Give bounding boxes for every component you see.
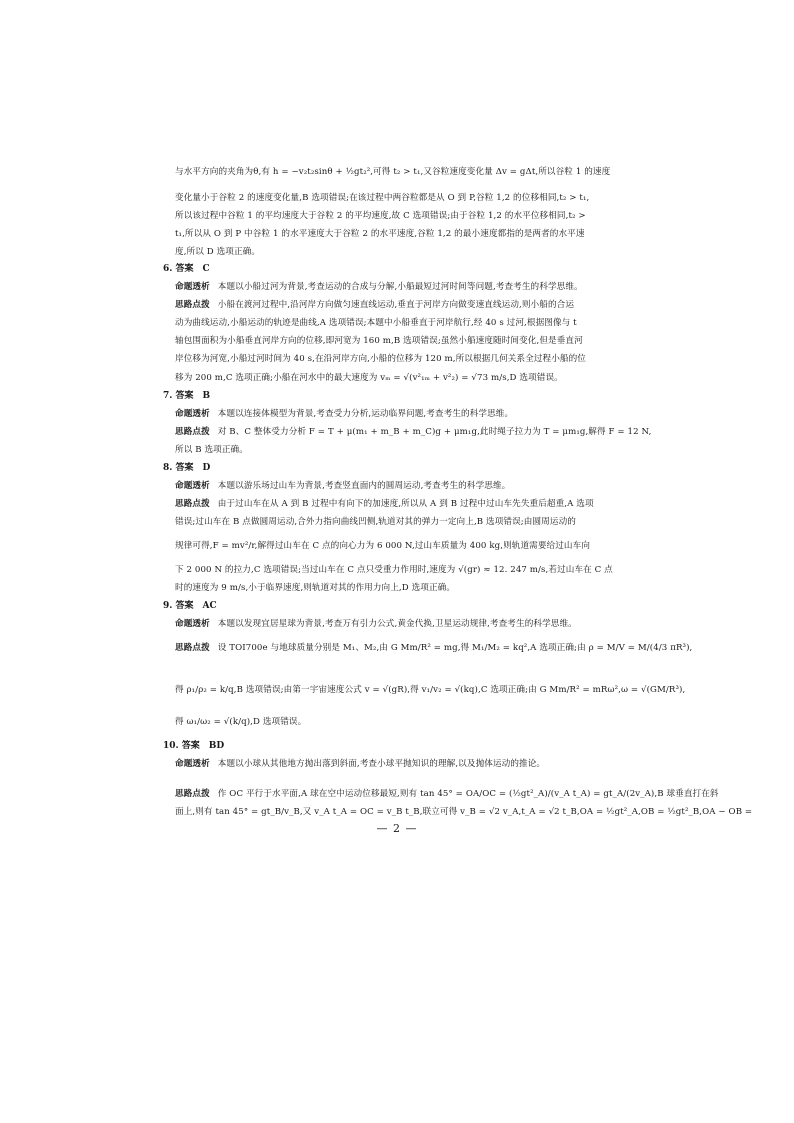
q5-line-1: 与水平方向的夹角为θ,有 h = −v₂t₂sinθ + ½gt₂²,可得 t₂ > t₁,又谷粒速度变化量 Δv = gΔt,所以谷粒 1 的速度 <box>175 167 611 177</box>
q8-hint-5: 时的速度为 9 m/s,小于临界速度,则轨道对其的作用力向上,D 选项正确。 <box>175 583 456 593</box>
q9-analysis <box>175 618 645 630</box>
q6-analysis <box>175 281 645 293</box>
analysis-text: 本题以小球从其他地方抛出落到斜面,考查小球平抛知识的理解,以及抛体运动的推论。 <box>217 759 546 769</box>
analysis-text: 本题以发现宜居星球为背景,考查万有引力公式,黄金代换,卫星运动规律,考查考生的科学思维。 <box>217 619 577 629</box>
analysis-text: 本题以小船过河为背景,考查运动的合成与分解,小船最短过河时间等问题,考查考生的科学思维。 <box>217 282 583 292</box>
q6-answer-head: 6. 答案 C <box>163 264 210 274</box>
q8-analysis <box>175 480 645 492</box>
q8-hint-4: 下 2 000 N 的拉力,C 选项错误;当过山车在 C 点只受重力作用时,速度为 √(gr) ≈ 12. 247 m/s,若过山车在 C 点 <box>175 565 613 575</box>
analysis-tag: 命题透析 <box>175 481 210 491</box>
q10-hint-2: 面上,则有 tan 45° = gt_B/v_B,又 v_A t_A = OC = v_B t_B,联立可得 v_B = √2 v_A,t_A = √2 t_B,OA = ½gt²_A,OB = ½gt²_B,OA − OB = <box>175 807 753 817</box>
hint-tag: 思路点拨 <box>175 789 210 799</box>
q7-hint-1 <box>175 426 652 438</box>
q5-line-3: 所以该过程中谷粒 1 的平均速度大于谷粒 2 的平均速度,故 C 选项错误;由于谷粒 1,2 的水平位移相同,t₂ > <box>175 211 586 221</box>
analysis-tag: 命题透析 <box>175 619 210 629</box>
q5-line-5: 度,所以 D 选项正确。 <box>175 247 261 257</box>
q8-hint-3: 规律可得,F = mv²/r,解得过山车在 C 点的向心力为 6 000 N,过山车质量为 400 kg,则轨道需要给过山车向 <box>175 541 591 551</box>
analysis-text: 本题以连接体模型为背景,考查受力分析,运动临界问题,考查考生的科学思维。 <box>217 409 514 419</box>
analysis-tag: 命题透析 <box>175 409 210 419</box>
q9-answer-head: 9. 答案 AC <box>163 601 217 611</box>
q10-analysis <box>175 758 645 770</box>
q8-hint-2: 错误;过山车在 B 点做圆周运动,合外力指向曲线凹侧,轨道对其的弹力一定向上,B 选项错误;由圆周运动的 <box>175 517 576 527</box>
q8-hint-1 <box>175 498 645 510</box>
q10-answer-head: 10. 答案 BD <box>163 741 225 751</box>
hint-tag: 思路点拨 <box>175 499 210 509</box>
q5-line-2: 变化量小于谷粒 2 的速度变化量,B 选项错误;在该过程中两谷粒都是从 O 到 P,谷粒 1,2 的位移相同,t₂ > t₁, <box>175 193 590 203</box>
q7-hint-2: 所以 B 选项正确。 <box>175 445 248 455</box>
q9-hint-1 <box>175 642 693 654</box>
analysis-text: 本题以游乐场过山车为背景,考查竖直面内的圆周运动,考查考生的科学思维。 <box>217 481 511 491</box>
q7-analysis <box>175 408 645 420</box>
hint-text: 作 OC 平行于水平面,A 球在空中运动位移最短,则有 tan 45° = OA/OC = (½gt²_A)/(v_A t_A) = gt_A/(2v_A),B 球垂直打在斜 <box>217 789 719 799</box>
q6-hint-5: 移为 200 m,C 选项正确;小船在河水中的最大速度为 vₘ = √(v²₁ₘ + v²₂) = √73 m/s,D 选项错误。 <box>175 373 563 383</box>
hint-text: 设 TOI700e 与地球质量分别是 M₁、M₂,由 G Mm/R² = mg,得 M₁/M₂ = kq²,A 选项正确;由 ρ = M/V = M/(4/3 πR³), <box>217 643 693 653</box>
q10-hint-1 <box>175 788 719 800</box>
analysis-tag: 命题透析 <box>175 759 210 769</box>
q7-answer-head: 7. 答案 B <box>163 391 211 401</box>
analysis-tag: 命题透析 <box>175 282 210 292</box>
q6-hint-1 <box>175 299 645 311</box>
hint-text: 对 B、C 整体受力分析 F = T + μ(m₁ + m_B + m_C)g + μm₁g,此时绳子拉力为 T = μm₁g,解得 F = 12 N, <box>217 427 652 437</box>
hint-tag: 思路点拨 <box>175 300 210 310</box>
q9-hint-3: 得 ω₁/ω₂ = √(k/q),D 选项错误。 <box>175 717 307 727</box>
page-number: — 2 — <box>376 822 418 835</box>
q5-line-4: t₁,所以从 O 到 P 中谷粒 1 的水平速度大于谷粒 2 的水平速度,谷粒 1,2 的最小速度都指的是两者的水平速 <box>175 229 585 239</box>
hint-text: 小船在渡河过程中,沿河岸方向做匀速直线运动,垂直于河岸方向做变速直线运动,则小船的合运 <box>217 300 575 310</box>
hint-tag: 思路点拨 <box>175 643 210 653</box>
hint-tag: 思路点拨 <box>175 427 210 437</box>
q8-answer-head: 8. 答案 D <box>163 463 211 473</box>
q6-hint-3: 轴包围面积为小船垂直河岸方向的位移,即河宽为 160 m,B 选项错误;虽然小船速度随时间变化,但是垂直河 <box>175 336 583 346</box>
hint-text: 由于过山车在从 A 到 B 过程中有向下的加速度,所以从 A 到 B 过程中过山车先失重后超重,A 选项 <box>217 499 594 509</box>
q9-hint-2: 得 ρ₁/ρ₂ = k/q,B 选项错误;由第一宇宙速度公式 v = √(gR),得 v₁/v₂ = √(kq),C 选项正确;由 G Mm/R² = mRω²,ω = √(GM/R³), <box>175 685 686 695</box>
q6-hint-4: 岸位移为河宽,小船过河时间为 40 s,在沿河岸方向,小船的位移为 120 m,所以根据几何关系全过程小船的位 <box>175 354 587 364</box>
q6-hint-2: 动为曲线运动,小船运动的轨迹是曲线,A 选项错误;本题中小船垂直于河岸航行,经 40 s 过河,根据图像与 t <box>175 318 577 328</box>
